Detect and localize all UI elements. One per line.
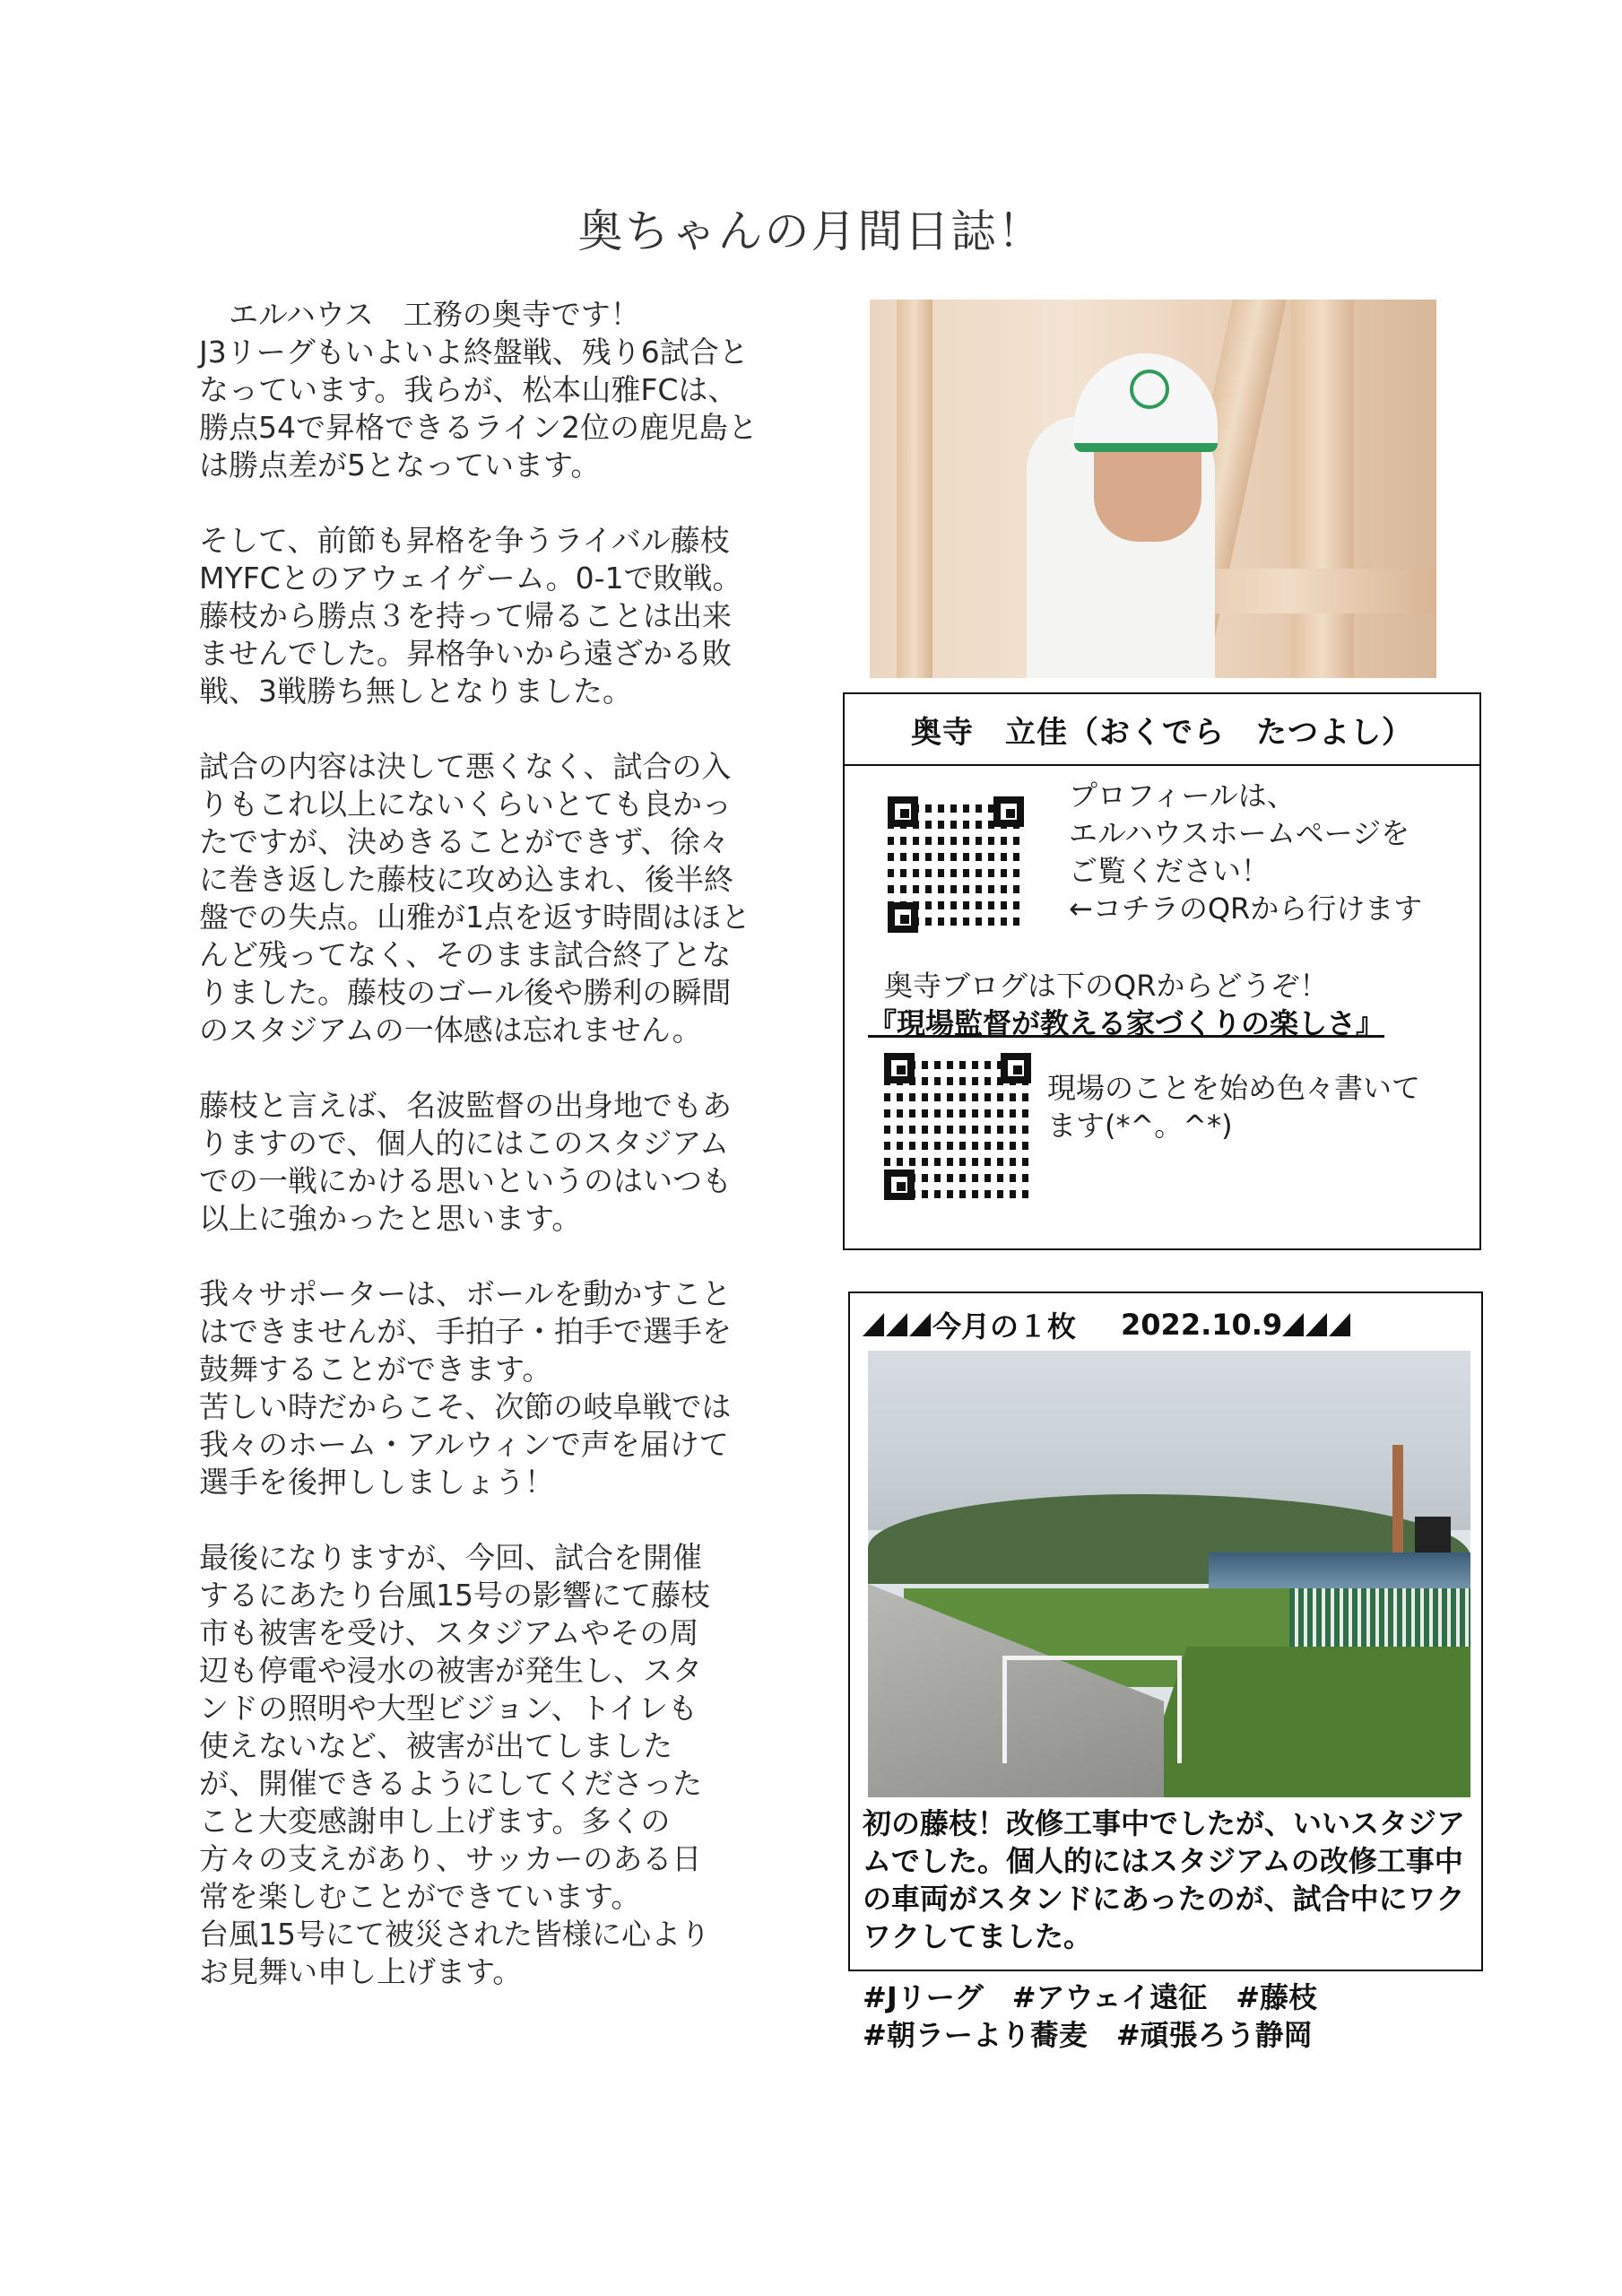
triangle-icon bbox=[1329, 1313, 1350, 1336]
portrait-photo bbox=[870, 300, 1436, 678]
article-body bbox=[199, 296, 773, 2029]
paragraph: そして、前節も昇格を争うライバル藤枝 MYFCとのアウェイゲーム。0-1で敗戦。 藤枝から勝点３を持って帰ることは出来 ませんでした。昇格争いから遠ざかる敗 戦、3戦勝ち無しとなりました。 bbox=[199, 523, 742, 709]
triangle-icon bbox=[909, 1313, 931, 1336]
profile-name: 奥寺 立佳（おくでら たつよし） bbox=[845, 694, 1479, 766]
paragraph: 藤枝と言えば、名波監督の出身地でもあ りますので、個人的にはこのスタジアム での一戦にかける思いというのはいつも 以上に強かったと思います。 bbox=[199, 1088, 732, 1236]
photo-caption: 初の藤枝！改修工事中でしたが、いいスタジアムでした。個人的にはスタジアムの改修工事中の車両がスタンドにあったのが、試合中にワクワクしてました。 bbox=[863, 1806, 1466, 1953]
photo-of-month-box bbox=[848, 1292, 1483, 1971]
photo-of-month-label: 今月の１枚 bbox=[932, 1309, 1077, 1344]
hashtags: #Jリーグ #アウェイ遠征 #藤枝 #朝ラーより蕎麦 #頑張ろう静岡 bbox=[863, 1980, 1318, 2052]
triangle-icon bbox=[886, 1313, 907, 1336]
profile-text: プロフィールは、 エルハウスホームページを ご覧ください！ ←コチラのQRから行けます bbox=[1069, 778, 1423, 926]
qr-code-homepage[interactable] bbox=[888, 796, 1024, 933]
photo-date: 2022.10.9 bbox=[1121, 1308, 1283, 1342]
paragraph: 我々サポーターは、ボールを動かすこと はできませんが、手拍子・拍手で選手を 鼓舞することができます。 苦しい時だからこそ、次節の岐阜戦では 我々のホーム・アルウィンで声を届けて 選手を後押ししましょう！ bbox=[199, 1276, 732, 1500]
stadium-photo bbox=[868, 1351, 1470, 1797]
paragraph: エルハウス 工務の奥寺です！ J3リーグもいよいよ終盤戦、残り6試合と なっています。我らが、松本山雅FCは、 勝点54で昇格できるライン2位の鹿児島と は勝点差が5となっています。 bbox=[199, 297, 758, 483]
page-title: 奥ちゃんの月間日誌！ bbox=[577, 205, 1045, 257]
blog-title-link[interactable]: 『現場監督が教える家づくりの楽しさ』 bbox=[868, 1006, 1385, 1040]
blog-text: 現場のことを始め色々書いて ます(*^。^*) bbox=[1047, 1071, 1421, 1143]
photo-of-month-header bbox=[863, 1304, 1352, 1345]
triangle-icon bbox=[863, 1313, 884, 1336]
paragraph: 最後になりますが、今回、試合を開催 するにあたり台風15号の影響にて藤枝 市も被害を受け、スタジアムやその周 辺も停電や浸水の被害が発生し、スタ ンドの照明や大型ビジョン、トイレも 使えないなど、被害が出てしました が、開催できるようにしてくださった こと大変感謝申し上げます。多くの 方々の支えがあり、サッカーのある日 常を楽しむことができています。 台風15号にて被災された皆様に心より お見舞い申し上げます。 bbox=[199, 1540, 710, 1989]
paragraph: 試合の内容は決して悪くなく、試合の入 りもこれ以上にないくらいとても良かっ たですが、決めきることができず、徐々 に巻き返した藤枝に攻め込まれ、後半終 盤での失点。山雅が1点を返す時間はほと んど残ってなく、そのまま試合終了とな りました。藤枝のゴール後や勝利の瞬間 のスタジアムの一体感は忘れません。 bbox=[199, 749, 750, 1048]
triangle-icon bbox=[1282, 1313, 1304, 1336]
qr-code-blog[interactable] bbox=[884, 1053, 1031, 1200]
blog-intro: 奥寺ブログは下のQRからどうぞ！ bbox=[884, 969, 1329, 1003]
triangle-icon bbox=[1305, 1313, 1327, 1336]
profile-box bbox=[843, 692, 1481, 1250]
